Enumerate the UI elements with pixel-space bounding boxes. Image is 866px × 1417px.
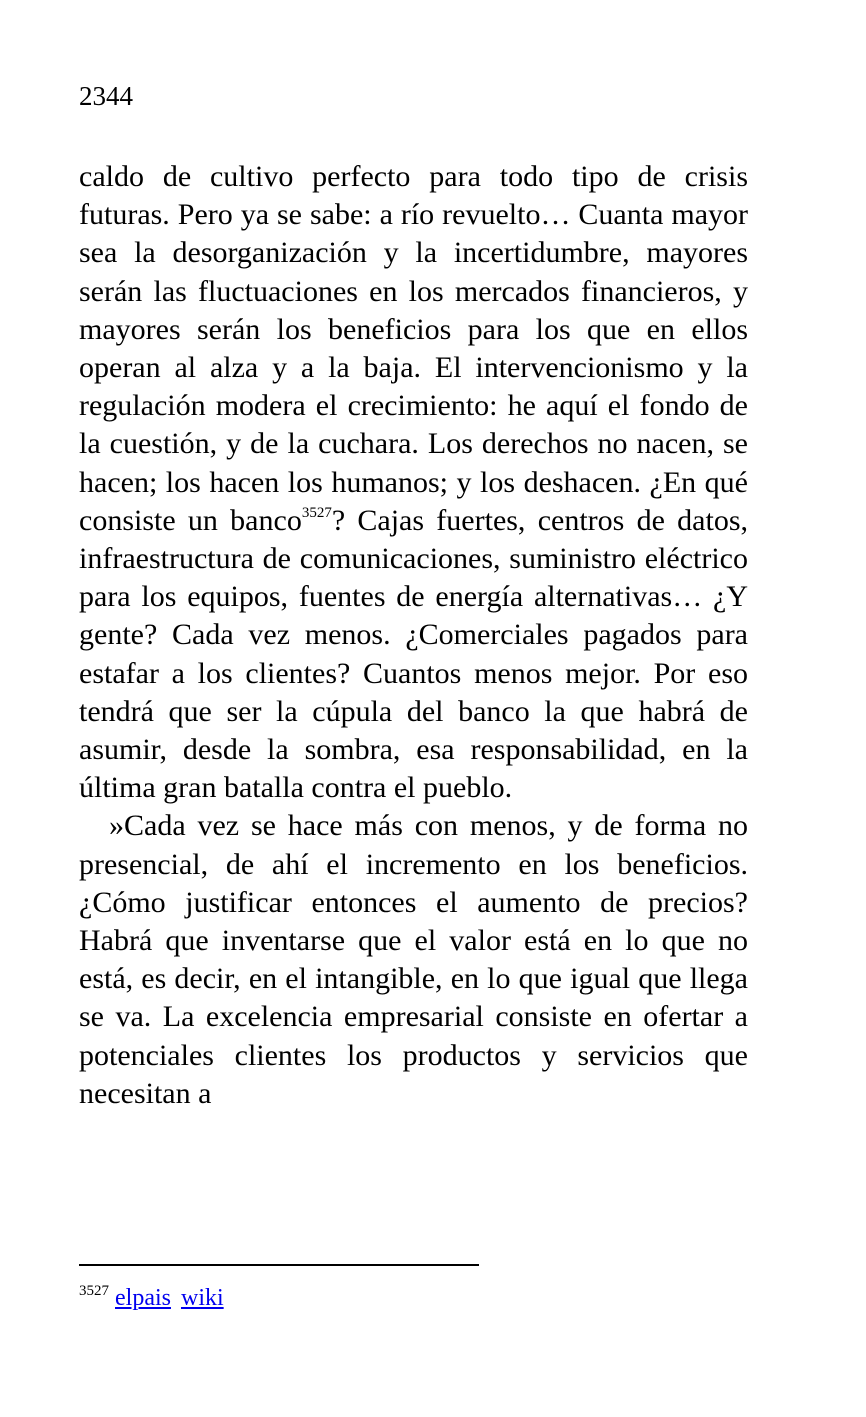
footnote-divider	[79, 1264, 479, 1266]
body-text	[79, 158, 748, 1113]
paragraph-1-text-start: caldo de cultivo perfecto para todo tipo de crisis futuras. Pero ya se sabe: a río revuelto… Cuanta mayor sea la desorganización y la incertidumbre, mayores serán las fluctuaciones en los mercados financieros, y mayores serán los beneficios para los que en ellos operan al alza y a la baja. El intervencionismo y la regulación modera el crecimiento: he aquí el fondo de la cuestión, y de la cuchara. Los derechos no nacen, se hacen; los hacen los humanos; y los deshacen. ¿En qué consiste un banco	[79, 160, 748, 537]
paragraph-2: »Cada vez se hace más con menos, y de forma no presencial, de ahí el incremento en los beneficios. ¿Cómo justificar entonces el aumento de precios? Habrá que inventarse que el valor está en lo que no está, es decir, en el intangible, en lo que igual que llega se va. La excelencia empresarial consiste en ofertar a potenciales clientes los productos y servicios que necesitan a	[79, 809, 748, 1110]
page-number: 2344	[79, 81, 133, 111]
paragraph-1-text-end: ? Cajas fuertes, centros de datos, infraestructura de comunicaciones, suministro eléctrico para los equipos, fuentes de energía alternativas… ¿Y gente? Cada vez menos. ¿Comerciales pagados para estafar a los clientes? Cuantos menos mejor. Por eso tendrá que ser la cúpula del banco la que habrá de asumir, desde la sombra, esa responsabilidad, en la última gran batalla contra el pueblo.	[79, 503, 748, 805]
footnote-number: 3527	[79, 1283, 109, 1299]
footnote-reference[interactable]: 3527	[301, 504, 332, 521]
footnote-link-wiki[interactable]: wiki	[180, 1285, 224, 1311]
paragraph-1	[79, 158, 748, 807]
footnote	[79, 1283, 224, 1313]
footnote-link-elpais[interactable]: elpais	[115, 1285, 171, 1311]
